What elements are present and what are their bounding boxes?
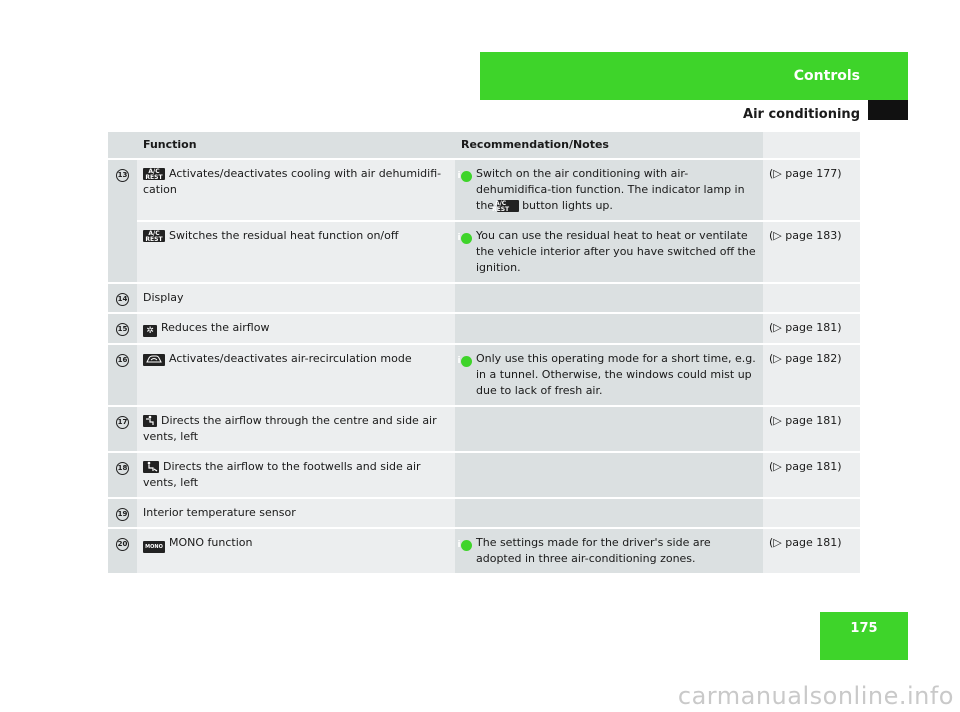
note-cell [455,407,763,453]
page-number-text: 175 [850,621,878,636]
function-text: Reduces the airflow [161,321,270,334]
page-ref: (▷ page 181) [763,407,860,453]
note-cell [455,453,763,499]
function-text: MONO function [169,536,253,549]
item-number-circle: 18 [116,462,129,475]
page-ref: (▷ page 181) [763,529,860,575]
function-text: Directs the airflow to the footwells and side air vents, left [143,460,421,489]
table-row [108,222,860,284]
a-c-rest-key-icon: A/C REST [497,200,519,212]
note-cell [455,222,763,284]
note-cell [455,529,763,575]
table-row [108,499,860,529]
info-icon: i [461,356,472,367]
page-ref: (▷ page 181) [763,314,860,345]
page-number [820,612,908,660]
function-text: Display [143,291,184,304]
function-cell [137,314,455,345]
note-text: i Switch on the air conditioning with air-dehumidifica-tion function. The indicator lamp in the A/C REST button lights up. [457,167,745,213]
corner-block [868,100,908,120]
table-row [108,529,860,575]
table-row [108,345,860,407]
page-ref: (▷ page 182) [763,345,860,407]
header-num-cell [108,132,137,160]
table-row [108,314,860,345]
item-number [108,499,137,529]
note-text: i The settings made for the driver's side are adopted in three air-conditioning zones. [457,536,711,565]
section-title: Controls [793,68,860,84]
fan-reduce-icon: ✲ [143,325,157,337]
function-text: Directs the airflow through the centre and side air vents, left [143,414,437,443]
note-text: i You can use the residual heat to heat or ventilate the vehicle interior after you have switched off the ignition. [457,229,756,274]
table-row [108,160,860,222]
table-header-row [108,132,860,160]
note-text: i Only use this operating mode for a short time, e.g. in a tunnel. Otherwise, the windows could mist up due to lack of fresh air. [457,352,756,397]
item-number [108,345,137,407]
item-number-circle: 17 [116,416,129,429]
function-text: Switches the residual heat function on/off [169,229,399,242]
item-number [108,407,137,453]
note-cell [455,314,763,345]
note-cell [455,345,763,407]
page-ref: (▷ page 181) [763,453,860,499]
page-ref [763,284,860,314]
note-cell [455,160,763,222]
item-number-circle: 13 [116,169,129,182]
page-ref [763,499,860,529]
function-text: Activates/deactivates cooling with air dehumidifi-cation [143,167,442,196]
item-number [108,160,137,284]
air-conditioning-table [108,132,860,575]
item-number-circle: 15 [116,323,129,336]
header-function: Function [137,132,455,160]
item-number [108,453,137,499]
item-number [108,314,137,345]
function-cell [137,453,455,499]
function-cell [137,407,455,453]
item-number-circle: 20 [116,538,129,551]
function-cell [137,529,455,575]
function-text: Activates/deactivates air-recirculation mode [169,352,412,365]
section-tab [480,52,908,100]
airflow-centre-side-icon [143,415,157,427]
item-number [108,529,137,575]
info-icon: i [461,233,472,244]
note-cell [455,284,763,314]
header-page-cell [763,132,860,160]
table-row [108,284,860,314]
function-cell [137,284,455,314]
table-row [108,453,860,499]
a-c-rest-key-icon: A/C REST [143,230,165,242]
note-cell [455,499,763,529]
page-ref: (▷ page 183) [763,222,860,284]
a-c-rest-key-icon: A/C REST [143,168,165,180]
function-cell [137,222,455,284]
info-icon: i [461,540,472,551]
mono-key-icon: MONO [143,541,165,553]
item-number-circle: 16 [116,354,129,367]
air-recirculation-icon [143,354,165,366]
info-icon: i [461,171,472,182]
header-notes: Recommendation/Notes [455,132,763,160]
item-number-circle: 14 [116,293,129,306]
function-cell [137,499,455,529]
item-number [108,284,137,314]
airflow-footwell-icon [143,461,159,473]
page-ref: (▷ page 177) [763,160,860,222]
page-heading: Air conditioning [743,107,860,122]
function-cell [137,160,455,222]
item-number-circle: 19 [116,508,129,521]
table-row [108,407,860,453]
watermark: carmanualsonline.info [677,682,954,710]
function-cell [137,345,455,407]
function-text: Interior temperature sensor [143,506,296,519]
